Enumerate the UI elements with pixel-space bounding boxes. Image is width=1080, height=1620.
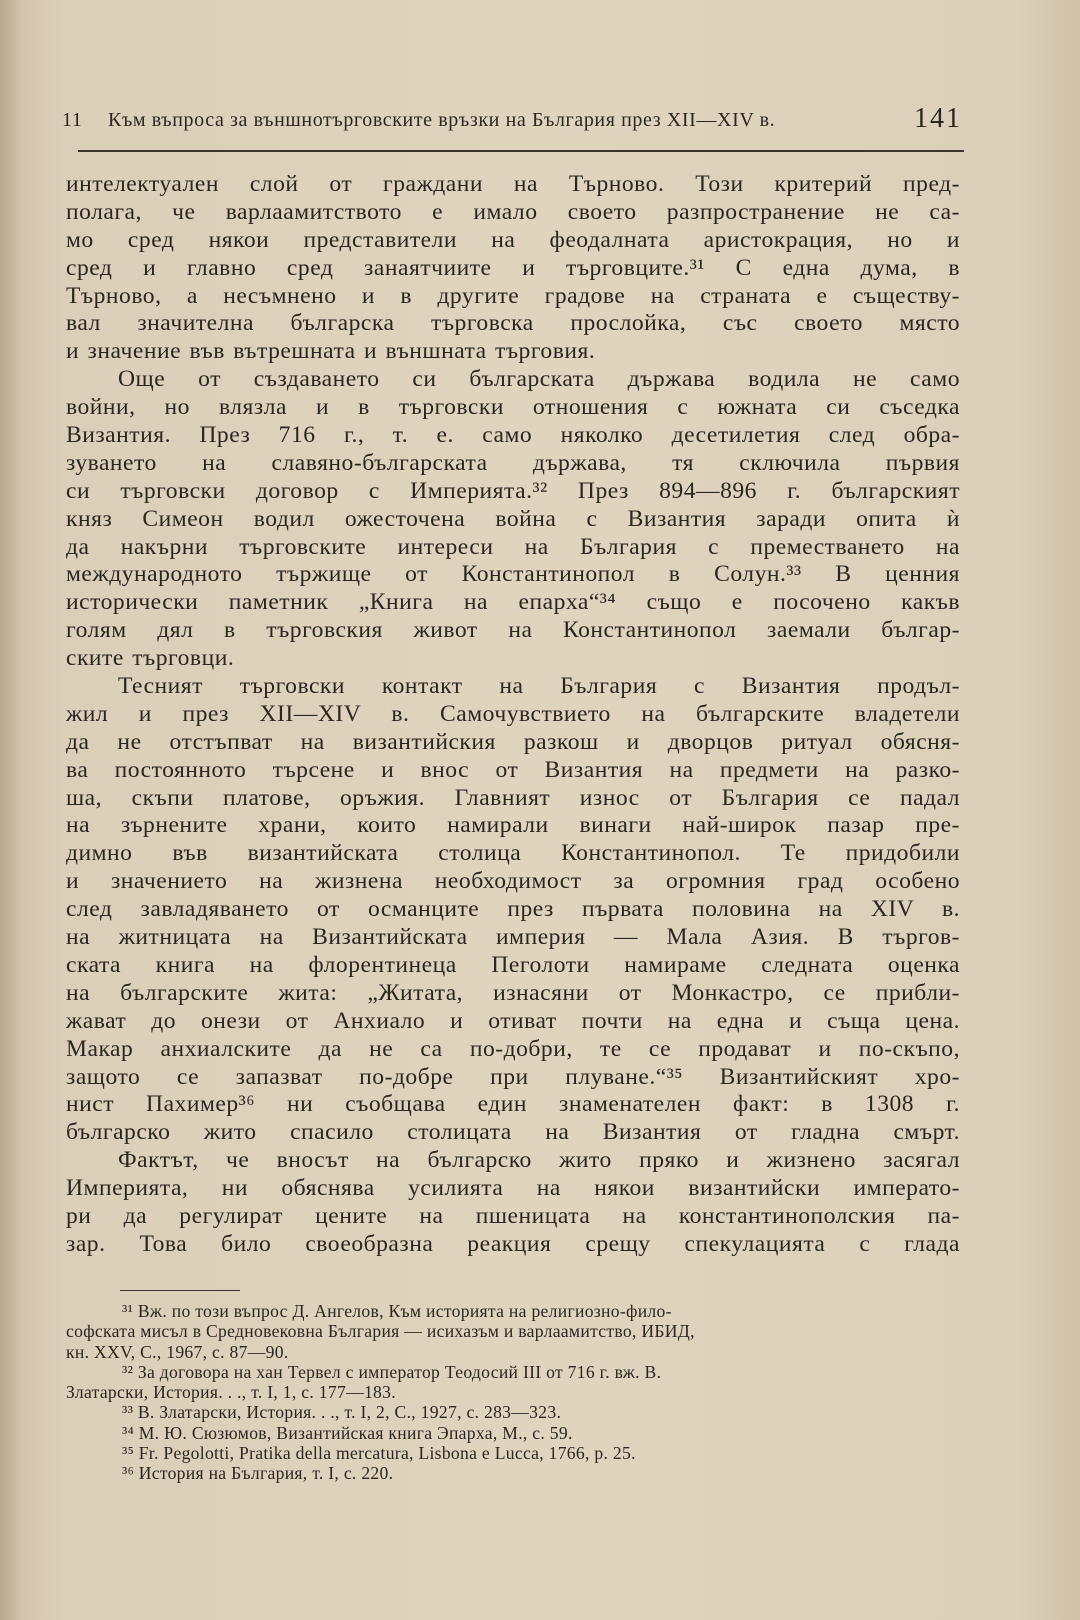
text-line: зуването на славяно-българската държава, тя сключила първия — [66, 449, 960, 476]
text-line: ската книга на флорентинеца Пеголоти намираме следната оценка — [66, 951, 960, 978]
header-rule — [78, 150, 964, 152]
text-line: защото се запазват по-добре при плуване.“³⁵ Византийският хро- — [66, 1063, 960, 1090]
text-line: Византия. През 716 г., т. е. само няколко десетилетия след обра- — [66, 422, 960, 449]
footnote-line: ³¹ Вж. по този въпрос Д. Ангелов, Към историята на религиозно-фило- — [122, 1301, 672, 1321]
running-header — [62, 101, 962, 141]
text-line: жават до онези от Анхиало и отиват почти на една и съща цена. — [66, 1007, 960, 1034]
text-line: Макар анхиалските да не са по-добри, те се продават и по-скъпо, — [66, 1035, 960, 1062]
text-line: на житницата на Византийската империя — Мала Азия. В търгов- — [66, 924, 960, 951]
text-line: международното тържище от Константинопол в Солун.³³ В ценния — [66, 561, 960, 588]
text-line: и значение във вътрешната и външната търговия. — [66, 338, 596, 365]
text-line: зар. Това било своеобразна реакция срещу спекулацията с глада — [66, 1230, 960, 1257]
text-line: мо сред някои представители на феодалната аристокрация, но и — [66, 226, 960, 253]
text-line: ри да регулират цените на пшеницата на константинополския па- — [66, 1202, 960, 1229]
footnotes — [66, 1301, 962, 1484]
text-line: интелектуален слой от граждани на Търново. Този критерий пред- — [66, 171, 960, 197]
text-line: българско жито спасило столицата на Византия от гладна смърт. — [66, 1119, 960, 1146]
text-line: и значението на жизнена необходимост за огромния град особено — [66, 868, 960, 895]
page-number: 141 — [914, 103, 962, 134]
text-line: ва постоянното търсене и внос от Византия на предмети на разко- — [66, 756, 960, 783]
footnote-rule — [120, 1290, 240, 1291]
text-line: Търново, а несъмнено и в другите градове на страната е съществу- — [66, 282, 960, 309]
footnote-line: ³² За договора на хан Тервел с император Теодосий III от 716 г. вж. В. — [122, 1361, 662, 1382]
running-title: Към въпроса за външнотърговските връзки на България през XII—XIV в. — [108, 109, 776, 131]
text-line: Още от създаването си българската държава водила не само — [118, 366, 960, 393]
footnote-line: софската мисъл в Средновековна България — исихазъм и варлаамитство, ИБИД, — [66, 1321, 695, 1342]
text-line: полага, че варлаамитството е имало своето разпространение не са- — [66, 198, 960, 225]
page-spine-shadow — [0, 0, 22, 1620]
text-line: княз Симеон водил ожесточена война с Византия заради опита ѝ — [66, 505, 960, 532]
footnote-line: кн. XXV, С., 1967, с. 87—90. — [66, 1341, 289, 1362]
text-line: ша, скъпи платове, оръжия. Главният износ от България се падал — [66, 784, 960, 811]
text-line: сред и главно сред занаятчиите и търговците.³¹ С една дума, в — [66, 254, 960, 281]
footnote-line: Златарски, История. . ., т. I, 1, с. 177—183. — [66, 1382, 396, 1403]
text-line: след завладяването от османците през първата половина на XIV в. — [66, 896, 960, 923]
text-line: Фактът, че вносът на българско жито пряко и жизнено засягал — [118, 1147, 960, 1174]
text-line: да накърни търговските интереси на България с преместването на — [66, 533, 960, 560]
text-line: на зърнените храни, които намирали винаги най-широк пазар пре- — [66, 812, 960, 839]
text-line: голям дял в търговския живот на Константинопол заемали българ- — [66, 617, 960, 644]
text-line: на българските жита: „Житата, изнасяни от Монкастро, се прибли- — [66, 979, 960, 1006]
chapter-number: 11 — [62, 109, 83, 131]
text-line: димно във византийската столица Константинопол. Те придобили — [66, 840, 960, 867]
text-line: да не отстъпват на византийския разкош и дворцов ритуал обясня- — [66, 728, 960, 755]
text-line: войни, но влязла и в търговски отношения с южната си съседка — [66, 394, 960, 421]
footnote-line: ³⁵ Fr. Pegolotti, Pratika della mercatura, Lisbona e Lucca, 1766, p. 25. — [122, 1443, 636, 1464]
text-line: си търговски договор с Империята.³² През 894—896 г. българският — [66, 477, 960, 504]
text-line: Тесният търговски контакт на България с Византия продъл- — [118, 673, 960, 700]
main-text — [66, 171, 960, 1259]
text-line: нист Пахимер³⁶ ни съобщава един знаменателен факт: в 1308 г. — [66, 1091, 960, 1118]
footnote-line: ³⁶ История на България, т. I, с. 220. — [122, 1463, 394, 1484]
footnote-line: ³³ В. Златарски, История. . ., т. I, 2, С., 1927, с. 283—323. — [122, 1402, 562, 1423]
text-line: вал значителна българска търговска прослойка, със своето място — [66, 310, 960, 337]
footnote-line: ³⁴ М. Ю. Сюзюмов, Византийская книга Эпарха, М., с. 59. — [122, 1422, 573, 1443]
text-line: ските търговци. — [66, 645, 235, 672]
text-line: жил и през XII—XIV в. Самочувствието на българските владетели — [66, 700, 960, 727]
text-line: Империята, ни обяснява усилията на някои византийски императо- — [66, 1175, 960, 1202]
text-line: исторически паметник „Книга на епарха“³⁴ също е посочено какъв — [66, 589, 960, 616]
